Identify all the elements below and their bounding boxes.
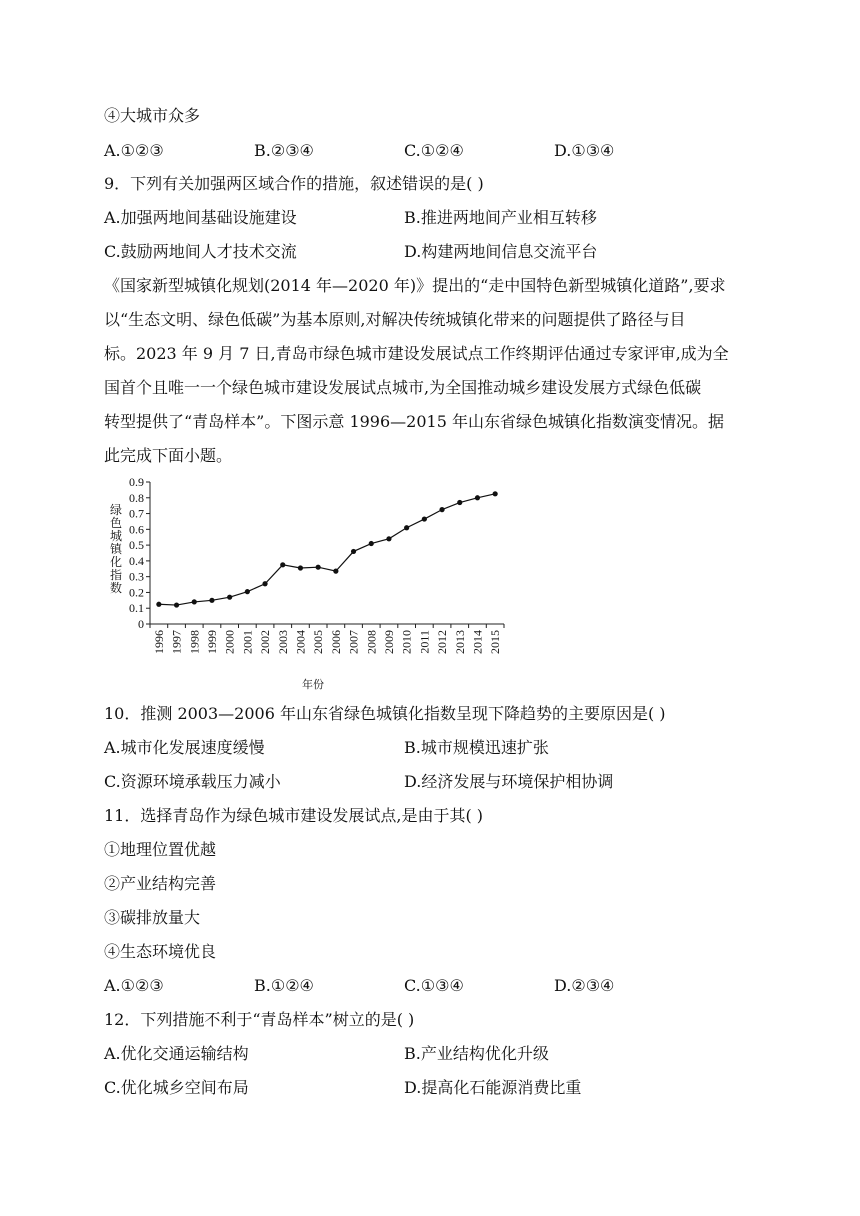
data-point xyxy=(156,602,161,607)
q8-option-a: A.①②③ xyxy=(104,141,164,160)
data-point xyxy=(209,598,214,603)
data-point xyxy=(457,500,462,505)
x-tick-label: 2008 xyxy=(364,630,379,654)
data-point xyxy=(316,565,321,570)
q12-option-c: C.优化城乡空间布局 xyxy=(104,1078,249,1097)
y-tick-label: 0 xyxy=(138,617,144,631)
x-tick-label: 2009 xyxy=(381,630,396,654)
x-tick-label: 2002 xyxy=(258,630,273,654)
passage-line-1: 《国家新型城镇化规划(2014 年—2020 年)》提出的“走中国特色新型城镇化道路”,要求 xyxy=(104,276,726,295)
data-point xyxy=(333,569,338,574)
q11-option-c: C.①③④ xyxy=(404,976,464,995)
q9-option-a: A.加强两地间基础设施建设 xyxy=(104,208,297,227)
q12-option-d: D.提高化石能源消费比重 xyxy=(404,1078,582,1097)
chart-svg xyxy=(104,474,524,694)
q10-option-a: A.城市化发展速度缓慢 xyxy=(104,738,265,757)
x-tick-label: 2000 xyxy=(222,630,237,654)
q11-item-4: ④生态环境优良 xyxy=(104,942,217,961)
x-axis-title: 年份 xyxy=(302,679,324,691)
q8-option-b: B.②③④ xyxy=(254,141,314,160)
q9-option-b: B.推进两地间产业相互转移 xyxy=(404,208,597,227)
y-axis-title: 绿色城镇化指数 xyxy=(109,503,123,595)
y-tick-label: 0.4 xyxy=(129,553,144,568)
y-tick-label: 0.6 xyxy=(129,522,144,537)
x-tick-label: 2006 xyxy=(328,630,343,654)
q12-option-b: B.产业结构优化升级 xyxy=(404,1044,549,1063)
y-tick-label: 0.8 xyxy=(129,490,144,505)
x-tick-label: 1999 xyxy=(204,630,219,654)
x-tick-label: 2007 xyxy=(346,630,361,654)
x-tick-label: 2004 xyxy=(293,630,308,654)
data-point xyxy=(227,595,232,600)
q10-option-c: C.资源环境承载压力减小 xyxy=(104,772,281,791)
q10-stem: 10．推测 2003—2006 年山东省绿色城镇化指数呈现下降趋势的主要原因是( ) xyxy=(104,704,666,723)
q10-option-d: D.经济发展与环境保护相协调 xyxy=(404,772,614,791)
q11-stem: 11．选择青岛作为绿色城市建设发展试点,是由于其( ) xyxy=(104,806,484,825)
data-point xyxy=(439,507,444,512)
passage-line-4: 国首个且唯一一个绿色城市建设发展试点城市,为全国推动城乡建设发展方式绿色低碳 xyxy=(104,378,702,397)
x-tick-label: 2010 xyxy=(399,630,414,654)
data-point xyxy=(369,541,374,546)
passage-line-3: 标。2023 年 9 月 7 日,青岛市绿色城市建设发展试点工作终期评估通过专家评审,成为全 xyxy=(104,344,729,363)
data-point xyxy=(262,581,267,586)
x-tick-label: 1996 xyxy=(151,630,166,654)
data-point xyxy=(174,602,179,607)
q8-option-d: D.①③④ xyxy=(554,141,615,160)
q11-item-1: ①地理位置优越 xyxy=(104,840,217,859)
data-point xyxy=(475,495,480,500)
q12-stem: 12．下列措施不利于“青岛样本”树立的是( ) xyxy=(104,1010,415,1029)
data-point xyxy=(245,589,250,594)
y-tick-label: 0.2 xyxy=(129,585,144,600)
data-point xyxy=(280,562,285,567)
x-tick-label: 2012 xyxy=(435,630,450,654)
q9-option-d: D.构建两地间信息交流平台 xyxy=(404,242,598,261)
q12-option-a: A.优化交通运输结构 xyxy=(104,1044,249,1063)
q11-option-a: A.①②③ xyxy=(104,976,164,995)
series-line xyxy=(159,494,495,605)
q11-item-3: ③碳排放量大 xyxy=(104,908,201,927)
x-tick-label: 1997 xyxy=(169,630,184,654)
passage-line-6: 此完成下面小题。 xyxy=(104,446,233,465)
x-tick-label: 1998 xyxy=(187,630,202,654)
x-tick-label: 2005 xyxy=(311,630,326,654)
x-tick-label: 2014 xyxy=(470,630,485,654)
x-tick-label: 2001 xyxy=(240,630,255,654)
x-tick-label: 2003 xyxy=(275,630,290,654)
q11-option-d: D.②③④ xyxy=(554,976,615,995)
q10-option-b: B.城市规模迅速扩张 xyxy=(404,738,549,757)
q8-option-c: C.①②④ xyxy=(404,141,464,160)
data-point xyxy=(192,599,197,604)
data-point xyxy=(422,516,427,521)
q8-item-4: ④大城市众多 xyxy=(104,106,201,125)
x-tick-label: 2015 xyxy=(488,630,503,654)
x-tick-label: 2011 xyxy=(417,630,432,654)
q11-item-2: ②产业结构完善 xyxy=(104,874,217,893)
y-tick-label: 0.5 xyxy=(129,538,144,553)
y-tick-label: 0.1 xyxy=(129,601,144,616)
q9-stem: 9．下列有关加强两区域合作的措施，叙述错误的是( ) xyxy=(104,174,484,193)
q9-option-c: C.鼓励两地间人才技术交流 xyxy=(104,242,297,261)
q11-option-b: B.①②④ xyxy=(254,976,314,995)
y-tick-label: 0.9 xyxy=(129,475,144,489)
data-point xyxy=(351,549,356,554)
data-point xyxy=(404,525,409,530)
y-tick-label: 0.3 xyxy=(129,569,144,584)
green-urbanization-chart xyxy=(104,474,524,698)
passage-line-2: 以“生态文明、绿色低碳”为基本原则,对解决传统城镇化带来的问题提供了路径与目 xyxy=(104,310,686,329)
data-point xyxy=(386,536,391,541)
data-point xyxy=(493,491,498,496)
y-tick-label: 0.7 xyxy=(129,506,144,521)
x-tick-label: 2013 xyxy=(452,630,467,654)
data-point xyxy=(298,565,303,570)
passage-line-5: 转型提供了“青岛样本”。下图示意 1996—2015 年山东省绿色城镇化指数演变情况。据 xyxy=(104,412,724,431)
